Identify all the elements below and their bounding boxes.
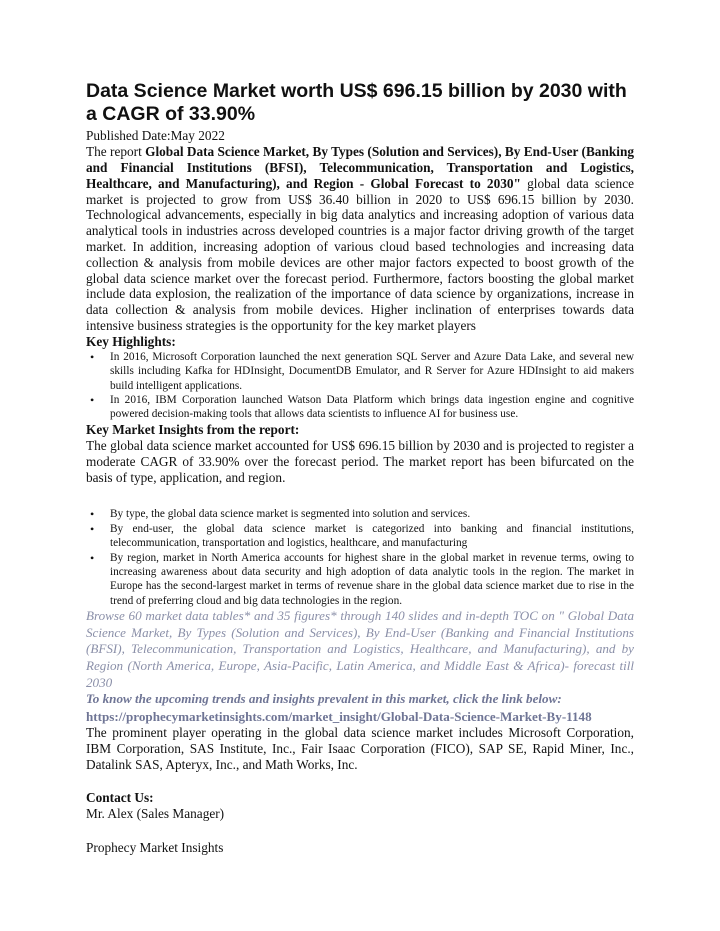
browse-paragraph: Browse 60 market data tables* and 35 figures* through 140 slides and in-depth TOC on " Global Data Science Market, By Types (Solution and Services), By End-User (Banking and Financial Institutions (BFSI), Telecommunication, Transportation and Logistics, Healthcare, and Manufacturing), and by Region (North America, Europe, Asia-Pacific, Latin America, and Middle East & Africa)- forecast till 2030 <box>86 608 634 690</box>
insights-list <box>86 507 634 608</box>
intro-body: global data science market is projected to grow from US$ 36.40 billion in 2020 to US$ 696.15 billion by 2030. Technological advancements, especially in big data analytics and increasing adoption of various data analytical tools in industries across developed countries is a major factor driving growth of the target market. In addition, increasing adoption of various cloud based technologies and increasing data collection & analysis from mobile devices are other major factors expected to boost growth of the global data science market over the forecast period. Furthermore, factors boosting the global market include data explosion, the realization of the importance of data science by organizations, increase in data collection & analysis from mobile devices. Higher inclination of enterprises towards data intensive business strategies is the opportunity for the key market players <box>86 175 635 333</box>
intro-lead: The report <box>86 144 146 160</box>
highlights-list <box>86 350 634 422</box>
insights-paragraph: The global data science market accounted for US$ 696.15 billion by 2030 and is projected to register a moderate CAGR of 33.90% over the forecast period. The market report has been bifurcated on the basis of type, application, and region. <box>86 437 634 486</box>
company-name: Prophecy Market Insights <box>86 839 224 855</box>
cta-text: To know the upcoming trends and insights prevalent in this market, click the link below: <box>86 691 562 707</box>
document-page <box>86 80 634 856</box>
article-title: Data Science Market worth US$ 696.15 billion by 2030 with a CAGR of 33.90% <box>86 80 627 125</box>
contact-heading: Contact Us: <box>86 790 154 806</box>
insight-item: • By region, market in North America accounts for highest share in the global market in revenue terms, owing to increasing awareness about data security and high adoption of data analytic tools in the region. The market in Europe has the second-largest market in terms of revenue share in the global data science market due to rise in the trend of preferring cloud and big data technologies in the region. <box>110 551 634 609</box>
insight-item: • By type, the global data science market is segmented into solution and services. <box>110 507 634 521</box>
contact-name: Mr. Alex (Sales Manager) <box>86 806 225 822</box>
intro-paragraph <box>86 144 634 334</box>
highlight-item: • In 2016, IBM Corporation launched Watson Data Platform which brings data ingestion engine and cognitive powered decision-making tools that allows data scientists to influence AI for business use. <box>110 393 634 422</box>
report-link[interactable]: https://prophecymarketinsights.com/market_insight/Global-Data-Science-Market-By-1148 <box>86 708 592 724</box>
published-date: Published Date:May 2022 <box>86 128 225 143</box>
insight-item: • By end-user, the global data science market is categorized into banking and financial institutions, telecommunication, transportation and logistics, healthcare, and manufacturing <box>110 522 634 551</box>
key-highlights-heading: Key Highlights: <box>86 333 176 349</box>
report-title: Global Data Science Market, By Types (Solution and Services), By End-User (Banking and Financial Institutions (BFSI), Telecommunication, Transportation and Logistics, Healthcare, and Manufacturing), and Region - Global Forecast to 2030" <box>86 144 634 191</box>
players-paragraph: The prominent player operating in the global data science market includes Microsoft Corporation, IBM Corporation, SAS Institute, Inc., Fair Isaac Corporation (FICO), SAP SE, Rapid Miner, Inc., Datalink SAS, Apteryx, Inc., and Math Works, Inc. <box>86 724 634 773</box>
highlight-item: • In 2016, Microsoft Corporation launched the next generation SQL Server and Azure Data Lake, and several new skills including Kafka for HDInsight, DocumentDB Emulator, and R Server for Azure HDInsight to aid makers build intelligent applications. <box>110 350 634 393</box>
key-insights-heading: Key Market Insights from the report: <box>86 421 300 437</box>
